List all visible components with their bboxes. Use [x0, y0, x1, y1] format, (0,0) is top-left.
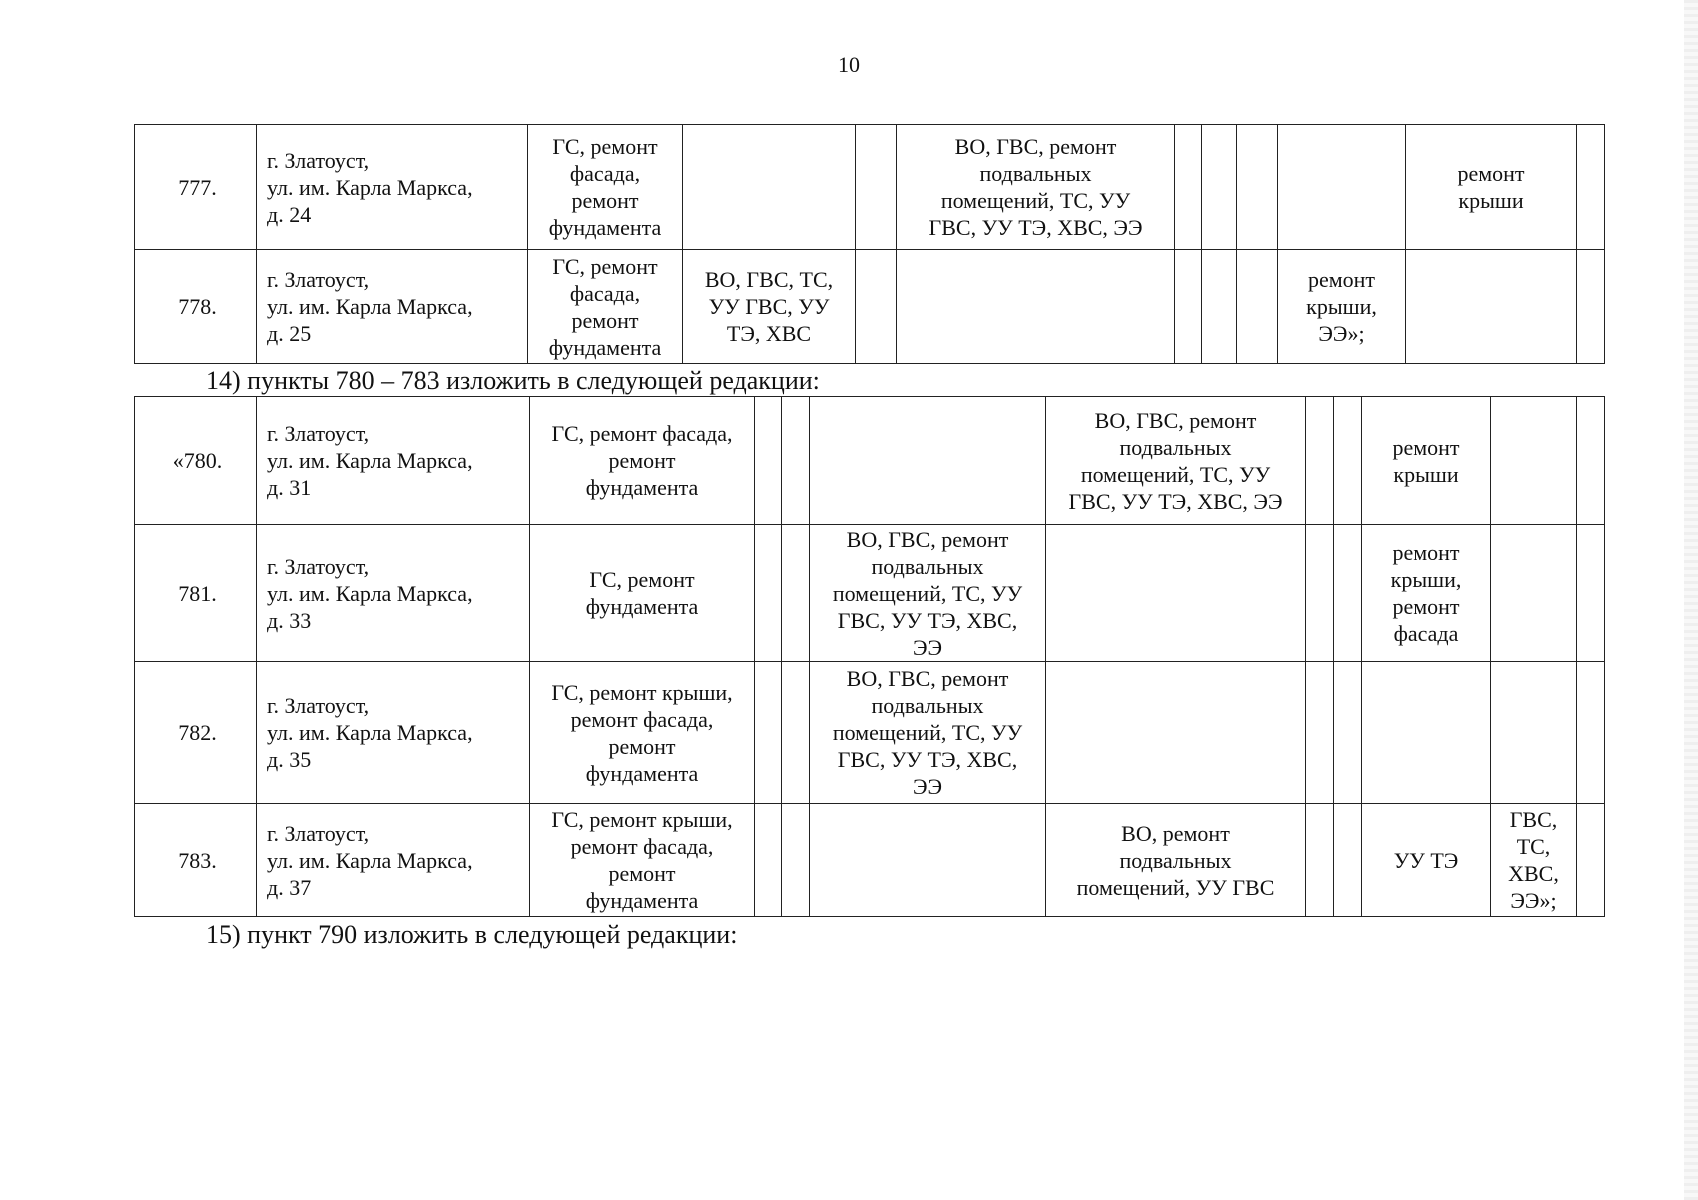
empty-cell [1237, 125, 1278, 250]
empty-cell [1202, 125, 1237, 250]
address-cell: г. Златоуст, ул. им. Карла Маркса, д. 37 [257, 804, 530, 917]
empty-cell [1306, 525, 1334, 662]
works-cell: ГВС, ТС, ХВС, ЭЭ»; [1491, 804, 1577, 917]
empty-cell [782, 804, 810, 917]
works-cell [1362, 662, 1491, 804]
empty-cell [782, 397, 810, 525]
works-cell: ГС, ремонт фасада, ремонт фундамента [528, 125, 683, 250]
empty-cell [755, 662, 782, 804]
works-cell [1491, 662, 1577, 804]
empty-cell [1577, 125, 1605, 250]
page-number: 10 [838, 52, 860, 77]
empty-cell [1306, 804, 1334, 917]
paragraph-14: 14) пункты 780 – 783 изложить в следующей редакции: [206, 366, 820, 395]
address-cell: г. Златоуст, ул. им. Карла Маркса, д. 24 [257, 125, 528, 250]
works-cell: ремонт крыши, ремонт фасада [1362, 525, 1491, 662]
table-row [135, 662, 1605, 804]
works-cell: УУ ТЭ [1362, 804, 1491, 917]
works-cell [683, 125, 856, 250]
address-cell: г. Златоуст, ул. им. Карла Маркса, д. 35 [257, 662, 530, 804]
empty-cell [856, 250, 897, 364]
empty-cell [1334, 525, 1362, 662]
row-number: 777. [135, 125, 257, 250]
empty-cell [755, 397, 782, 525]
empty-cell [782, 525, 810, 662]
works-cell: ремонт крыши, ЭЭ»; [1278, 250, 1406, 364]
empty-cell [755, 804, 782, 917]
table-row [135, 397, 1605, 525]
table-row [135, 804, 1605, 917]
scan-edge [1684, 0, 1698, 1200]
table-row [135, 250, 1605, 364]
works-cell: ремонт крыши [1406, 125, 1577, 250]
works-cell: ГС, ремонт фасада, ремонт фундамента [528, 250, 683, 364]
works-cell: ВО, ГВС, ремонт подвальных помещений, ТС, УУ ГВС, УУ ТЭ, ХВС, ЭЭ [810, 662, 1046, 804]
empty-cell [1577, 804, 1605, 917]
empty-cell [1175, 125, 1202, 250]
table-row [135, 125, 1605, 250]
address-cell: г. Златоуст, ул. им. Карла Маркса, д. 31 [257, 397, 530, 525]
works-cell: ВО, ГВС, ремонт подвальных помещений, ТС, УУ ГВС, УУ ТЭ, ХВС, ЭЭ [897, 125, 1175, 250]
address-cell: г. Златоуст, ул. им. Карла Маркса, д. 33 [257, 525, 530, 662]
row-number: 778. [135, 250, 257, 364]
works-cell: ГС, ремонт фасада, ремонт фундамента [530, 397, 755, 525]
paragraph-15: 15) пункт 790 изложить в следующей редакции: [206, 920, 738, 949]
empty-cell [1175, 250, 1202, 364]
row-number: 782. [135, 662, 257, 804]
works-cell [897, 250, 1175, 364]
works-cell: ВО, ремонт подвальных помещений, УУ ГВС [1046, 804, 1306, 917]
row-number: 783. [135, 804, 257, 917]
works-cell: ГС, ремонт крыши, ремонт фасада, ремонт фундамента [530, 804, 755, 917]
works-cell [1491, 397, 1577, 525]
empty-cell [1202, 250, 1237, 364]
empty-cell [856, 125, 897, 250]
address-cell: г. Златоуст, ул. им. Карла Маркса, д. 25 [257, 250, 528, 364]
table-items-777-778 [134, 124, 1605, 364]
works-cell [1406, 250, 1577, 364]
empty-cell [1334, 804, 1362, 917]
empty-cell [1306, 662, 1334, 804]
empty-cell [1334, 662, 1362, 804]
works-cell [1046, 662, 1306, 804]
row-number: «780. [135, 397, 257, 525]
works-cell [1046, 525, 1306, 662]
empty-cell [1577, 397, 1605, 525]
table-row [135, 525, 1605, 662]
empty-cell [1577, 250, 1605, 364]
empty-cell [1577, 525, 1605, 662]
empty-cell [1306, 397, 1334, 525]
works-cell [810, 397, 1046, 525]
works-cell [1491, 525, 1577, 662]
empty-cell [782, 662, 810, 804]
empty-cell [1237, 250, 1278, 364]
empty-cell [1334, 397, 1362, 525]
works-cell: ВО, ГВС, ремонт подвальных помещений, ТС, УУ ГВС, УУ ТЭ, ХВС, ЭЭ [1046, 397, 1306, 525]
row-number: 781. [135, 525, 257, 662]
empty-cell [755, 525, 782, 662]
works-cell [1278, 125, 1406, 250]
works-cell [810, 804, 1046, 917]
works-cell: ВО, ГВС, ТС, УУ ГВС, УУ ТЭ, ХВС [683, 250, 856, 364]
works-cell: ГС, ремонт крыши, ремонт фасада, ремонт фундамента [530, 662, 755, 804]
works-cell: ГС, ремонт фундамента [530, 525, 755, 662]
works-cell: ВО, ГВС, ремонт подвальных помещений, ТС, УУ ГВС, УУ ТЭ, ХВС, ЭЭ [810, 525, 1046, 662]
table-items-780-783 [134, 396, 1605, 917]
empty-cell [1577, 662, 1605, 804]
works-cell: ремонт крыши [1362, 397, 1491, 525]
